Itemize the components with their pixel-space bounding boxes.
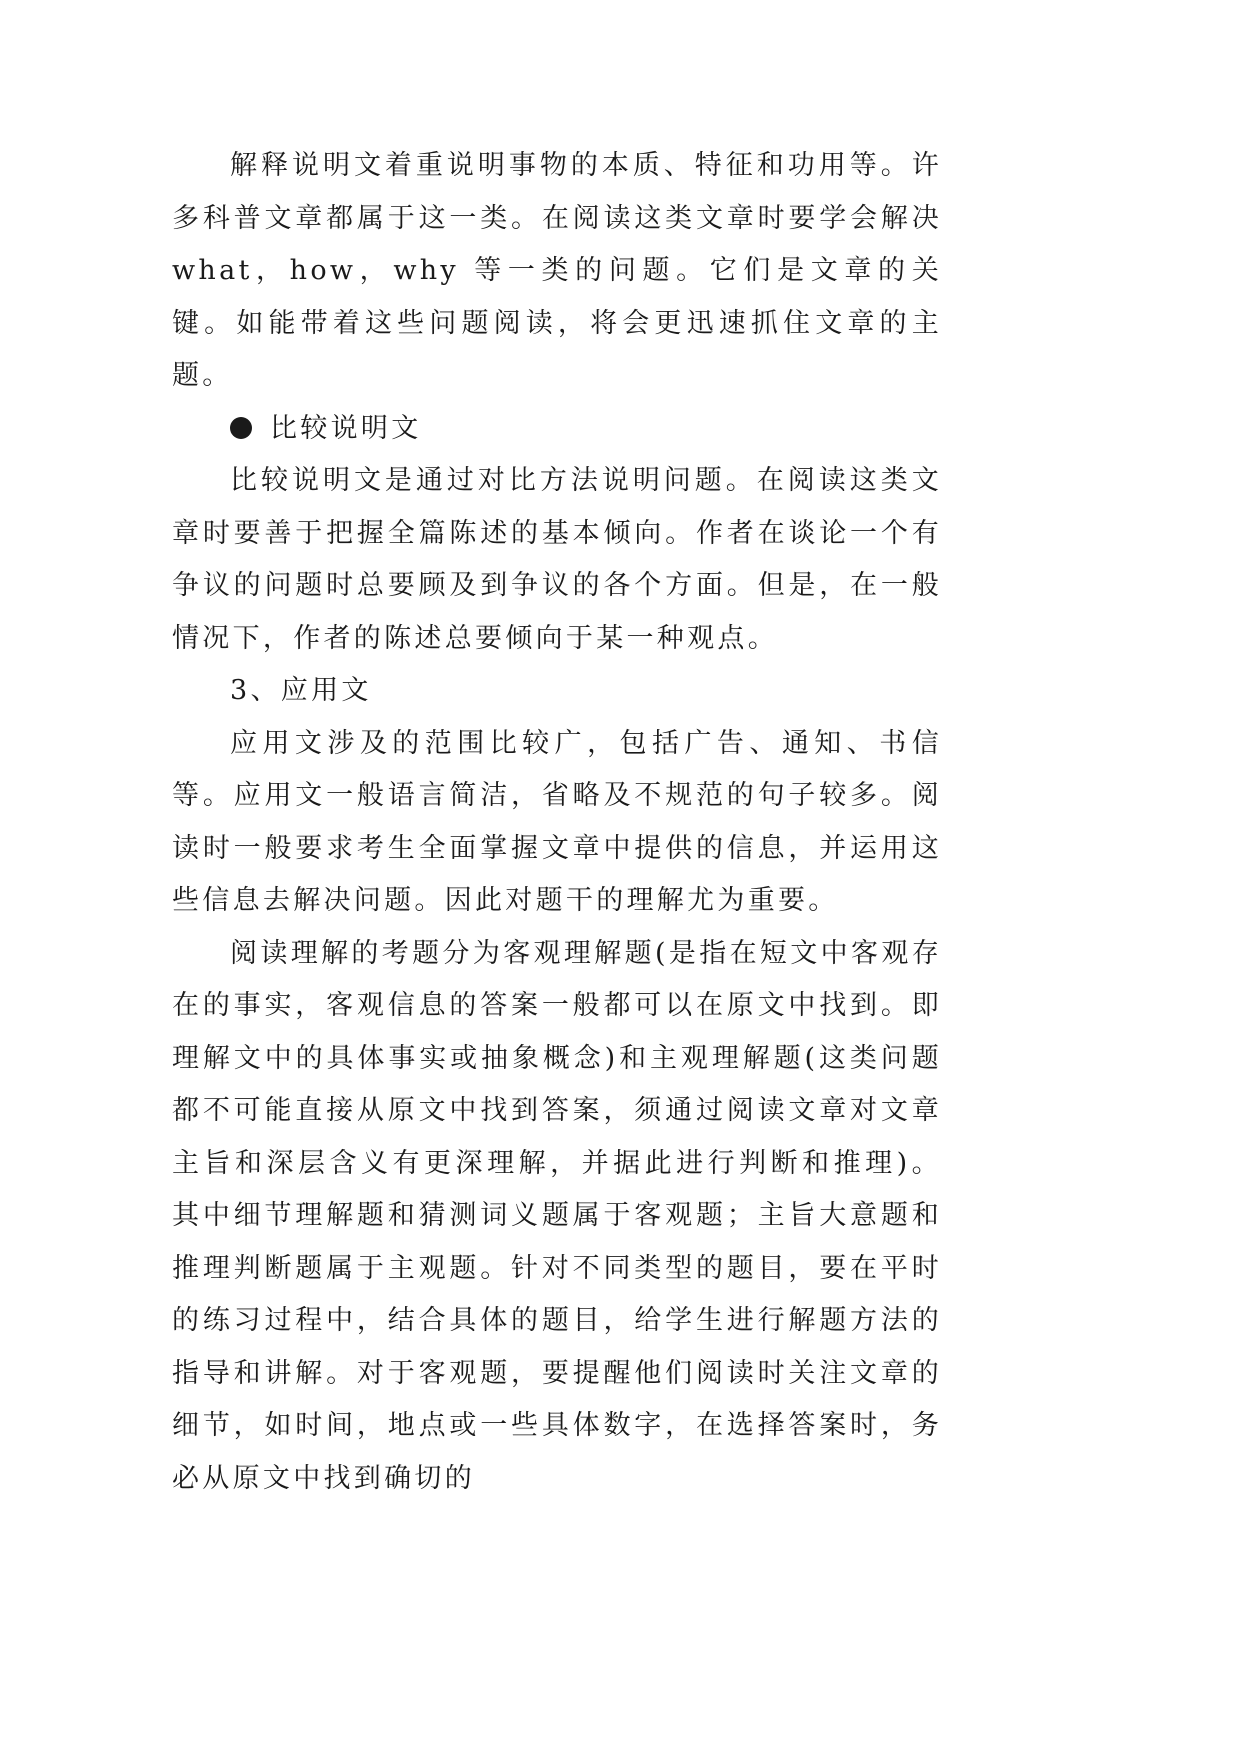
section-heading: 3、应用文	[230, 675, 372, 706]
paragraph-explanatory-text: 解释说明文着重说明事物的本质、特征和功用等。许多科普文章都属于这一类。在阅读这类文章时要学会解决what，how，why 等一类的问题。它们是文章的关键。如能带着这些问题阅读，将会更迅速抓住文章的主题。	[172, 150, 942, 391]
bullet-heading	[172, 403, 942, 456]
paragraph-question-types: 阅读理解的考题分为客观理解题(是指在短文中客观存在的事实，客观信息的答案一般都可以在原文中找到。即理解文中的具体事实或抽象概念)和主观理解题(这类问题都不可能直接从原文中找到答案，须通过阅读文章对文章主旨和深层含义有更深理解，并据此进行判断和推理)。其中细节理解题和猜测词义题属于客观题；主旨大意题和推理判断题属于主观题。针对不同类型的题目，要在平时的练习过程中，结合具体的题目，给学生进行解题方法的指导和讲解。对于客观题，要提醒他们阅读时关注文章的细节，如时间，地点或一些具体数字，在选择答案时，务必从原文中找到确切的	[172, 937, 942, 1494]
bullet-heading-label: 比较说明文	[270, 412, 422, 444]
paragraph-comparative-text: 比较说明文是通过对比方法说明问题。在阅读这类文章时要善于把握全篇陈述的基本倾向。作者在谈论一个有争议的问题时总要顾及到争议的各个方面。但是，在一般情况下，作者的陈述总要倾向于某一种观点。	[172, 465, 942, 654]
paragraph-practical-text: 应用文涉及的范围比较广，包括广告、通知、书信等。应用文一般语言简洁，省略及不规范的句子较多。阅读时一般要求考生全面掌握文章中提供的信息，并运用这些信息去解决问题。因此对题干的理解尤为重要。	[172, 727, 942, 916]
bullet-icon	[230, 417, 252, 439]
document-body	[172, 140, 942, 1505]
